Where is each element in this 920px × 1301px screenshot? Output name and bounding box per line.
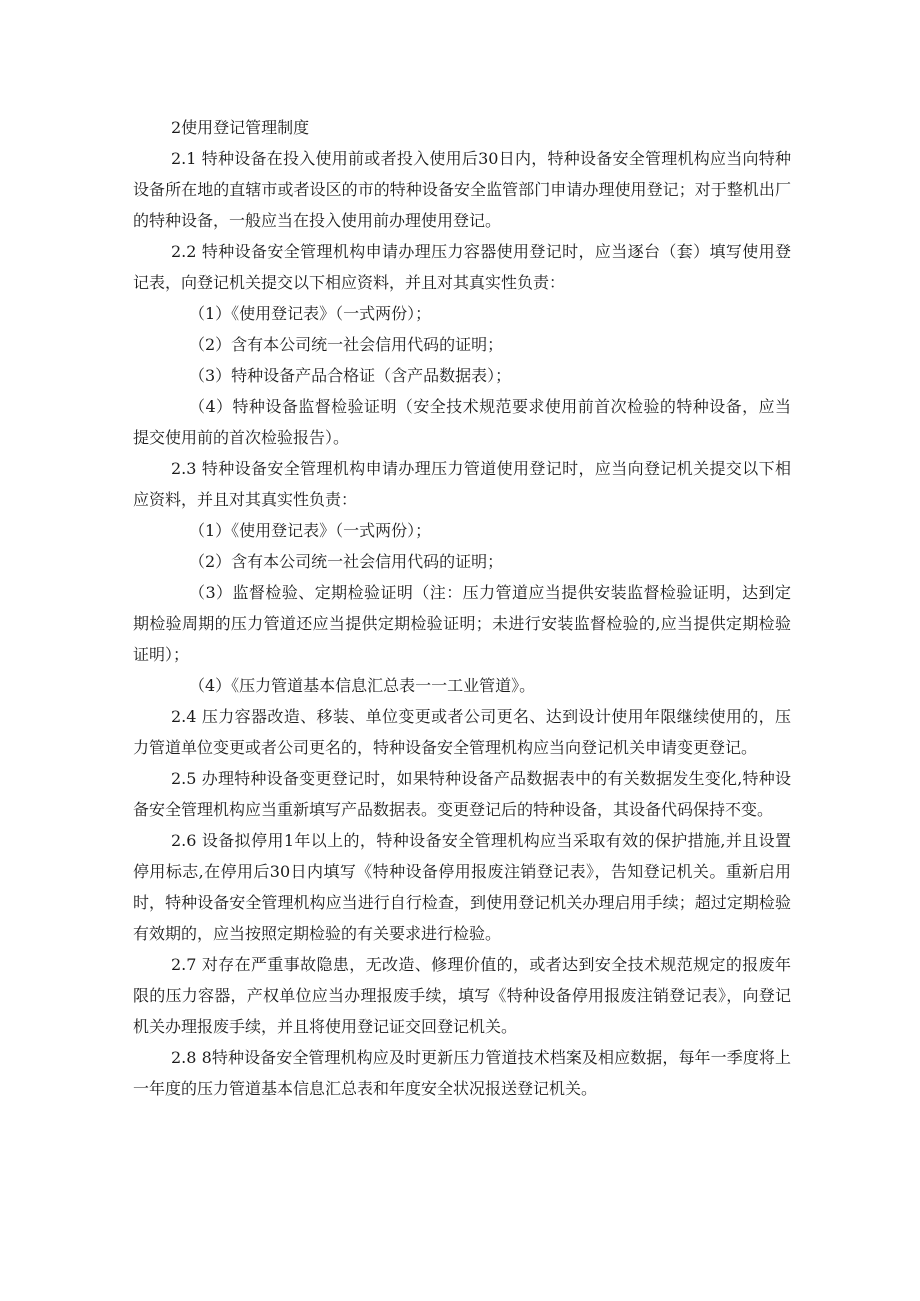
paragraph-2-2: 2.2 特种设备安全管理机构申请办理压力容器使用登记时，应当逐台（套）填写使用登记表，向登记机关提交以下相应资料，并且对其真实性负责： — [133, 242, 791, 292]
document-page — [133, 112, 791, 1104]
paragraph-2-4: 2.4 压力容器改造、移装、单位变更或者公司更名、达到设计使用年限继续使用的，压力管道单位变更或者公司更名的，特种设备安全管理机构应当向登记机关申请变更登记。 — [133, 707, 791, 757]
paragraph-2-7: 2.7 对存在严重事故隐患，无改造、修理价值的，或者达到安全技术规范规定的报废年限的压力容器，产权单位应当办理报废手续，填写《特种设备停用报废注销登记表》，向登记机关办理报废手续，并且将使用登记证交回登记机关。 — [133, 955, 791, 1036]
list-item: （2）含有本公司统一社会信用代码的证明； — [189, 335, 504, 354]
paragraph-2-5: 2.5 办理特种设备变更登记时，如果特种设备产品数据表中的有关数据发生变化,特种设备安全管理机构应当重新填写产品数据表。变更登记后的特种设备，其设备代码保持不变。 — [133, 769, 791, 819]
list-item: （4）特种设备监督检验证明（安全技术规范要求使用前首次检验的特种设备，应当提交使用前的首次检验报告）。 — [133, 397, 791, 447]
list-item: （4）《压力管道基本信息汇总表一一工业管道》。 — [189, 676, 536, 695]
paragraph-2-3: 2.3 特种设备安全管理机构申请办理压力管道使用登记时，应当向登记机关提交以下相应资料，并且对其真实性负责： — [133, 459, 791, 509]
list-item: （2）含有本公司统一社会信用代码的证明； — [189, 552, 504, 571]
section-heading: 2使用登记管理制度 — [171, 118, 310, 137]
list-item: （3）监督检验、定期检验证明（注：压力管道应当提供安装监督检验证明，达到定期检验周期的压力管道还应当提供定期检验证明；未进行安装监督检验的,应当提供定期检验证明）； — [133, 583, 791, 664]
list-item: （1）《使用登记表》（一式两份）； — [189, 521, 432, 540]
list-item: （3）特种设备产品合格证（含产品数据表）； — [189, 366, 512, 385]
paragraph-2-1: 2.1 特种设备在投入使用前或者投入使用后30日内，特种设备安全管理机构应当向特种设备所在地的直辖市或者设区的市的特种设备安全监管部门申请办理使用登记；对于整机出厂的特种设备，一般应当在投入使用前办理使用登记。 — [133, 149, 791, 230]
paragraph-2-8: 2.8 8特种设备安全管理机构应及时更新压力管道技术档案及相应数据，每年一季度将上一年度的压力管道基本信息汇总表和年度安全状况报送登记机关。 — [133, 1048, 791, 1098]
paragraph-2-6: 2.6 设备拟停用1年以上的，特种设备安全管理机构应当采取有效的保护措施,并且设置停用标志,在停用后30日内填写《特种设备停用报废注销登记表》，告知登记机关。重新启用时，特种设备安全管理机构应当进行自行检查，到使用登记机关办理启用手续；超过定期检验有效期的，应当按照定期检验的有关要求进行检验。 — [133, 831, 791, 943]
list-item: （1）《使用登记表》（一式两份）； — [189, 304, 432, 323]
